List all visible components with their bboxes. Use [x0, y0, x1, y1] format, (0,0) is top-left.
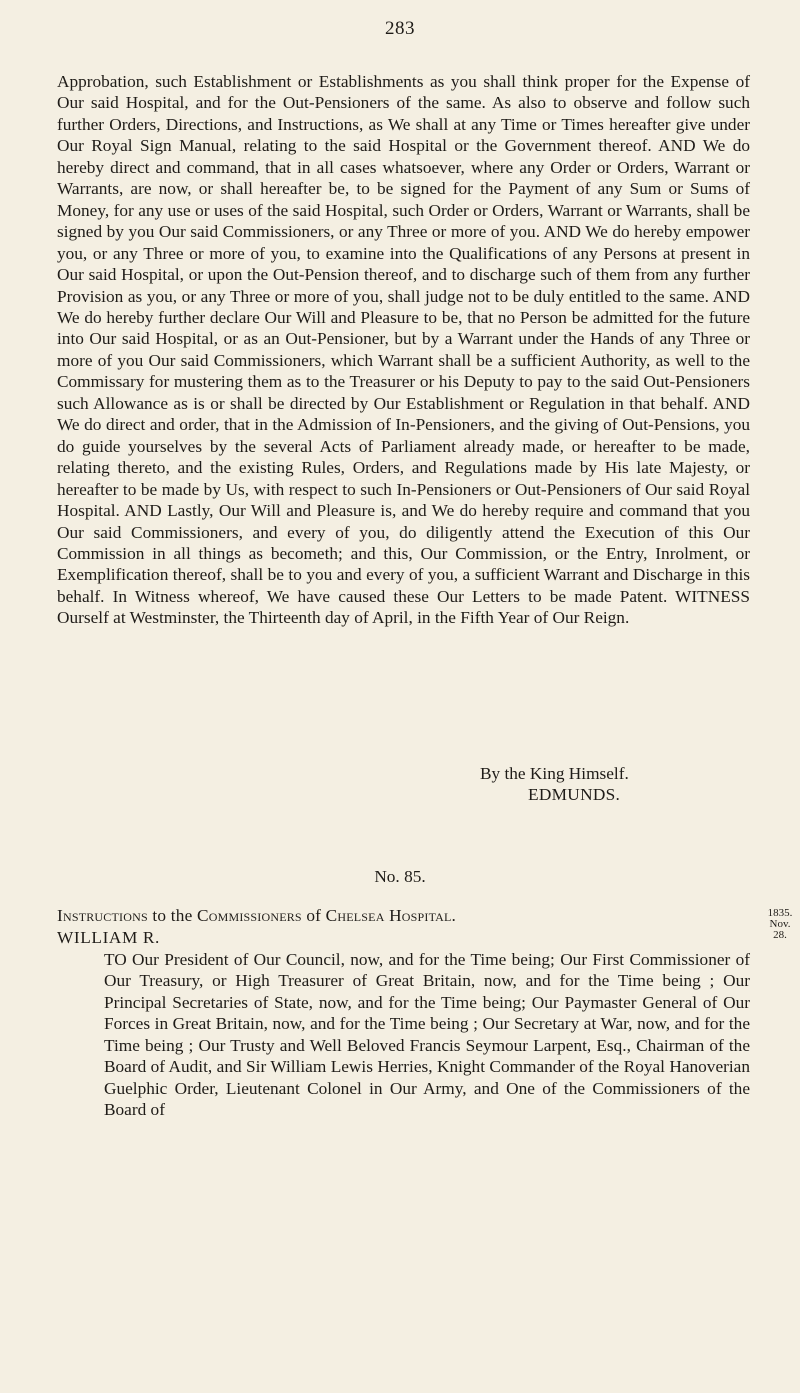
page-number: 283 [385, 18, 415, 39]
signoff-block [480, 763, 629, 806]
signoff-line: By the King Himself. [480, 764, 629, 783]
commission-body-text: Approbation, such Establishment or Establishments as you shall think proper for the Expense of Our said Hospital, and for the Out-Pensioners of the same. As also to observe and follow such further Orders, Directions, and Instructions, as We shall at any Time or Times hereafter give under Our Royal Sign Manual, relating to the said Hospital or the Government thereof. AND We do hereby direct and command, that in all cases whatsoever, where any Order or Orders, Warrant or Warrants, are now, or shall hereafter be, to be signed for the Payment of any Sum or Sums of Money, for any use or uses of the said Hospital, such Order or Orders, Warrant or Warrants, shall be signed by you Our said Commissioners, or any Three or more of you. AND We do hereby empower you, or any Three or more of you, to examine into the Qualifications of any Persons at present in Our said Hospital, or upon the Out-Pension thereof, and to discharge such of them from any further Provision as you, or any Three or more of you, shall judge not to be duly entitled to the same. AND We do hereby further declare Our Will and Pleasure to be, that no Person be admitted for the future into Our said Hospital, or as an Out-Pensioner, but by a Warrant under the Hands of any Three or more of you Our said Commissioners, which Warrant shall be a sufficient Authority, as well to the Commissary for mustering them as to the Treasurer or his Deputy to pay to the said Out-Pensioners such Allowance as is or shall be directed by Our Establishment or Regulation in that behalf. AND We do direct and order, that in the Admission of In-Pensioners, and the giving of Out-Pensions, you do guide yourselves by the several Acts of Parliament already made, or hereafter to be made, relating thereto, and the existing Rules, Orders, and Regulations made by His late Majesty, or hereafter to be made by Us, with respect to such In-Pensioners or Out-Pensioners of Our said Royal Hospital. AND Lastly, Our Will and Pleasure is, and We do hereby require and command that you Our said Commissioners, and every of you, do diligently attend the Execution of this Our Commission in all things as becometh; and this, Our Commission, or the Entry, Inrolment, or Exemplification thereof, shall be to you and every of you, a sufficient Warrant and Discharge in this behalf. In Witness whereof, We have caused these Our Letters to be made Patent. WITNESS Ourself at Westminster, the Thirteenth day of April, in the Fifth Year of Our Reign. [57, 72, 750, 628]
title-word-instructions: Instructions [57, 906, 148, 925]
document-title [57, 906, 456, 926]
margin-year: 1835. [767, 907, 793, 919]
sovereign-signature: WILLIAM R. [57, 928, 160, 947]
margin-date-note [762, 908, 798, 941]
instructions-body-text: TO Our President of Our Council, now, and for the Time being; Our First Commissioner of Our Treasury, or High Treasurer of Great Britain, now, and for the Time being ; Our Principal Secretaries of State, now, and for the Time being; Our Paymaster General of Our Forces in Great Britain, now, and for the Time being ; Our Secretary at War, now, and for the Time being ; Our Trusty and Well Beloved Francis Seymour Larpent, Esq., Chairman of the Board of Audit, and Sir William Lewis Herries, Knight Commander of the Royal Hanoverian Guelphic Order, Lieutenant Colonel in Our Army, and One of the Commissioners of the Board of [104, 950, 750, 1120]
title-word-chelsea-hospital: Chelsea Hospital. [325, 906, 457, 925]
title-word-of: of [306, 906, 322, 925]
signer-name: EDMUNDS. [528, 785, 621, 805]
title-word-commissioners: Commissioners [196, 906, 302, 925]
margin-date: Nov. 28. [769, 918, 791, 941]
document-number: No. 85. [374, 867, 426, 886]
title-word-to-the: to the [152, 906, 193, 925]
